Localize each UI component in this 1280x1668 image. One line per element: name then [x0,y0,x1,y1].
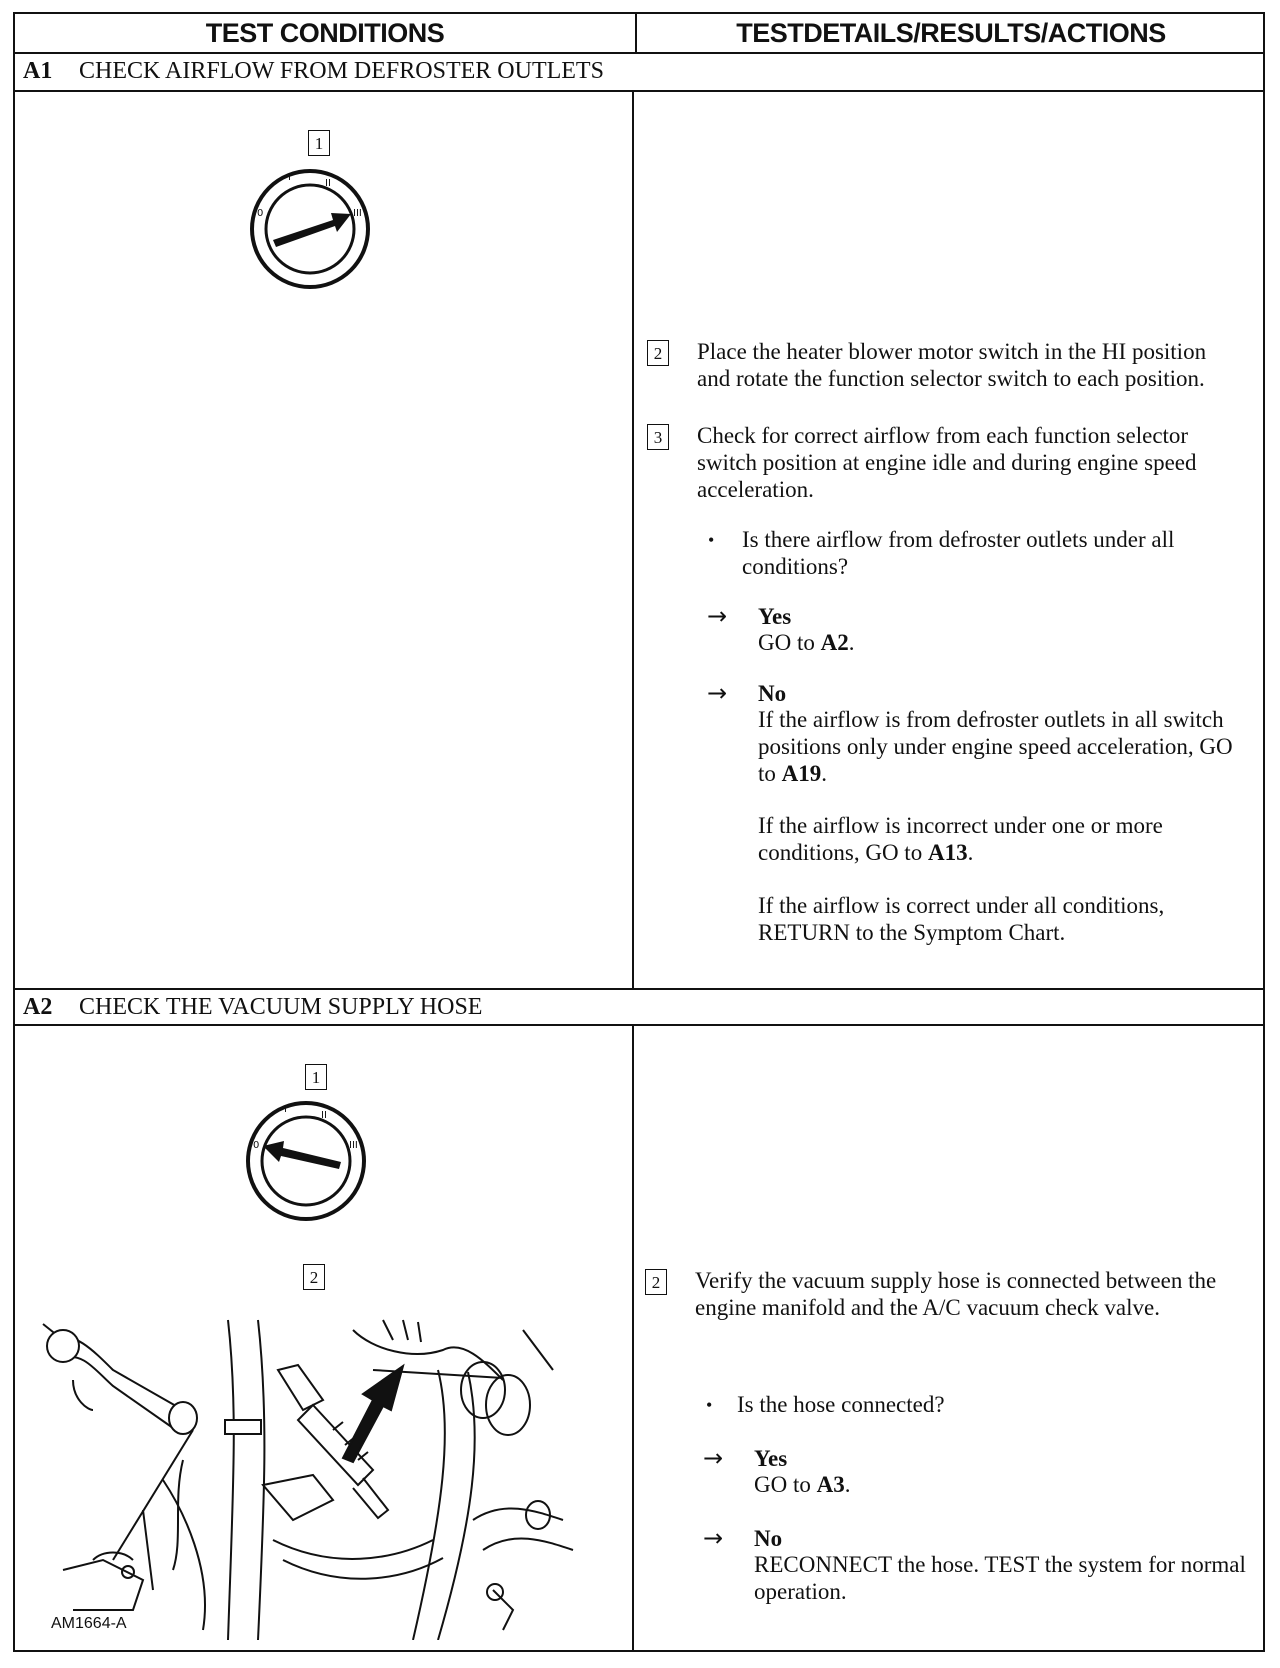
section-a1-title [23,54,604,88]
header-test-details: TESTDETAILS/RESULTS/ACTIONS [736,18,1166,48]
switch-mark-3: III [353,208,362,219]
a1-step-2-text: Place the heater blower motor switch in the HI position and rotate the function selector switch to each position. [697,339,1207,391]
switch-mark-0: 0 [257,208,264,219]
a2-yes-arrow: → [703,1444,724,1472]
a1-no-p1-suffix: . [821,761,828,786]
figure-code-label: AM1664-A [51,1615,127,1632]
a1-no-p2-suffix: . [967,840,974,865]
section-a1-divider [632,91,634,988]
section-a1-heading: CHECK AIRFLOW FROM DEFROSTER OUTLETS [79,58,604,84]
a1-step-3-box: 3 [647,424,669,450]
a2-yes-action-target: A3 [816,1472,845,1497]
a1-no-p3-text: If the airflow is correct under all conditions, RETURN to the Symptom Chart. [758,893,1165,945]
a1-step-3-text: Check for correct airflow from each function selector switch position at engine idle and during engine speed acceleration. [697,423,1197,502]
a1-yes-action-prefix: GO to [758,630,821,655]
a2-figure-step-1: 1 [305,1064,327,1090]
a1-step-2-box: 2 [647,340,669,366]
a2-step-2-text: Verify the vacuum supply hose is connected between the engine manifold and the A/C vacuum check valve. [695,1268,1217,1320]
section-a2-rule [15,1024,1263,1026]
header-test-conditions: TEST CONDITIONS [205,18,445,48]
a1-no-p1-target: A19 [781,761,822,786]
a2-yes-action-suffix: . [844,1472,851,1497]
a1-yes-action-target: A2 [820,630,849,655]
a2-no-label: No [754,1526,783,1551]
section-a2-divider [632,1025,634,1652]
a2-question: Is the hose connected? [737,1392,945,1417]
a2-no-text: RECONNECT the hose. TEST the system for normal operation. [754,1552,1246,1604]
section-a2-heading: CHECK THE VACUUM SUPPLY HOSE [79,994,483,1020]
switch2-mark-3: III [349,1140,358,1151]
a2-yes-action [754,1471,851,1498]
a1-no-label: No [758,681,787,706]
a2-no-arrow: → [703,1524,724,1552]
a1-figure-step: 1 [308,130,330,156]
switch-mark-2: II [325,178,331,189]
a1-no-p2-target: A13 [927,840,968,865]
header-divider [635,14,637,52]
switch2-mark-1: I [284,1104,287,1115]
vacuum-hose-engine-illustration [33,1310,603,1640]
a1-no-paragraph-2 [758,812,1248,866]
switch-mark-1: I [288,172,291,183]
a1-yes-arrow: → [707,602,728,630]
a1-question-bullet: • [708,530,715,550]
a1-no-p2-text: If the airflow is incorrect under one or more conditions, GO to [758,813,1163,865]
switch2-mark-0: 0 [253,1140,260,1151]
a1-no-paragraph-1 [758,706,1248,787]
a2-question-bullet: • [706,1395,713,1415]
a2-yes-label: Yes [754,1446,788,1471]
a1-question: Is there airflow from defroster outlets under all conditions? [742,527,1175,579]
a2-figure-step-2: 2 [303,1264,325,1290]
a1-no-p1-text: If the airflow is from defroster outlets in all switch positions only under engine speed acceleration, GO to [758,707,1233,786]
section-a2-title [23,990,482,1024]
a1-no-paragraph-3 [758,892,1258,946]
a1-yes-action [758,629,855,656]
section-a1-rule [15,90,1263,92]
blower-switch-figure-off [241,1096,371,1226]
section-a2-id: A2 [23,994,53,1020]
a1-no-arrow: → [707,679,728,707]
a1-yes-label: Yes [758,604,792,629]
blower-switch-figure-hi [245,164,375,294]
a2-step-2-box: 2 [645,1269,667,1295]
a2-yes-action-prefix: GO to [754,1472,817,1497]
section-a1-id: A1 [23,58,53,84]
a1-yes-action-suffix: . [848,630,855,655]
diagnostic-table [13,12,1265,1652]
switch2-mark-2: II [321,1110,327,1121]
